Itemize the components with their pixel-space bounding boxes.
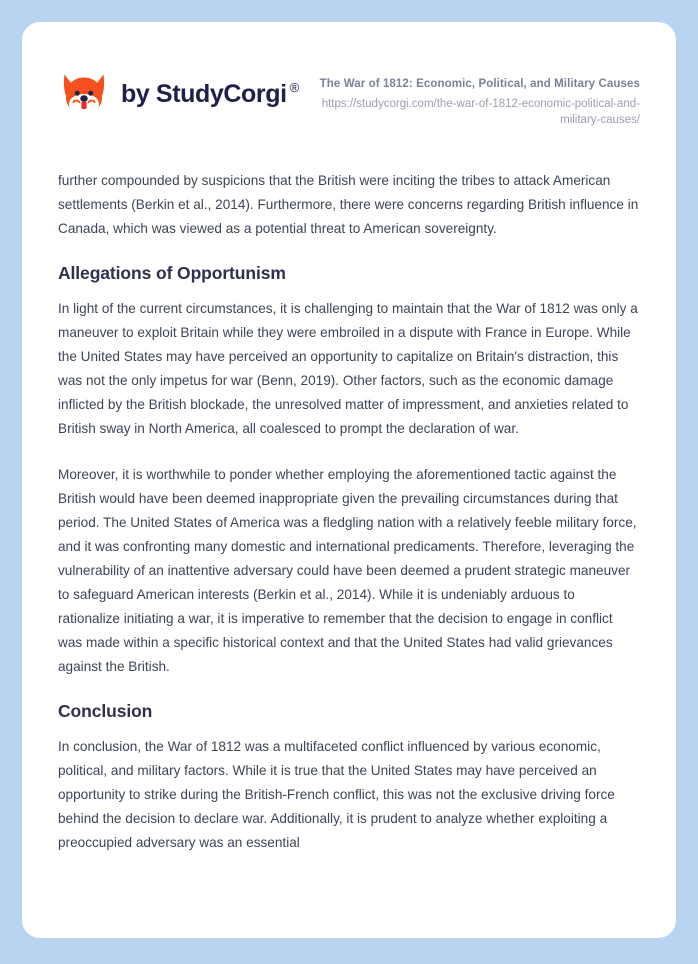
- paragraph-allegations-1: In light of the current circumstances, it is challenging to maintain that the War of 1812 was only a maneuver to exploit Britain while they were embroiled in a dispute with France in Europe. While the United States may have perceived an opportunity to capitalize on Britain's distraction, this was not the only impetus for war (Benn, 2019). Other factors, such as the economic damage inflicted by the British blockade, the unresolved matter of impressment, and anxieties related to British sway in North America, all coalesced to prompt the declaration of war.: [58, 300, 638, 436]
- brand-name: [121, 80, 299, 109]
- paragraph-continuation: further compounded by suspicions that the British were inciting the tribes to attack American settlements (Berkin et al., 2014). Furthermore, there were concerns regarding British influence in Canada, which was viewed as a potential threat to American sovereignty.: [58, 172, 639, 236]
- paragraph-conclusion: In conclusion, the War of 1812 was a multifaceted conflict influenced by various economic, political, and military factors. While it is true that the United States may have perceived an opportunity to strike during the British-French conflict, this was not the exclusive driving force behind the decision to declare war. Additionally, it is prudent to analyze whether exploiting a preoccupied adversary was an essential: [58, 738, 615, 850]
- section-heading-conclusion: Conclusion: [58, 700, 153, 721]
- registered-trademark-icon: ®: [289, 80, 299, 96]
- paragraph-allegations-2: Moreover, it is worthwhile to ponder whether employing the aforementioned tactic against the British would have been deemed inappropriate given the prevailing circumstances during that period. The United States of America was a fledgling nation with a relatively feeble military force, and it was confronting many domestic and international predicaments. Therefore, leveraging the vulnerability of an inattentive adversary could have been deemed a prudent strategic maneuver to safeguard American interests (Berkin et al., 2014). While it is undeniably arduous to rationalize initiating a war, it is imperative to remember that the decision to engage in conflict was made within a specific historical context and that the United States had valid grievances against the British.: [58, 466, 637, 674]
- page-content-area: [22, 22, 676, 855]
- section-heading-allegations: Allegations of Opportunism: [58, 262, 286, 283]
- brand-logo-group: [58, 70, 299, 118]
- document-header: [58, 58, 640, 129]
- document-source-url[interactable]: https://studycorgi.com/the-war-of-1812-economic-political-and-military-causes/: [321, 97, 640, 127]
- document-body: [58, 169, 640, 855]
- corgi-face-icon: [60, 70, 108, 118]
- document-page: [22, 22, 676, 938]
- document-title: The War of 1812: Economic, Political, and Military Causes: [319, 78, 640, 90]
- brand-name-text: by StudyCorgi: [121, 79, 287, 108]
- document-meta: [299, 70, 640, 129]
